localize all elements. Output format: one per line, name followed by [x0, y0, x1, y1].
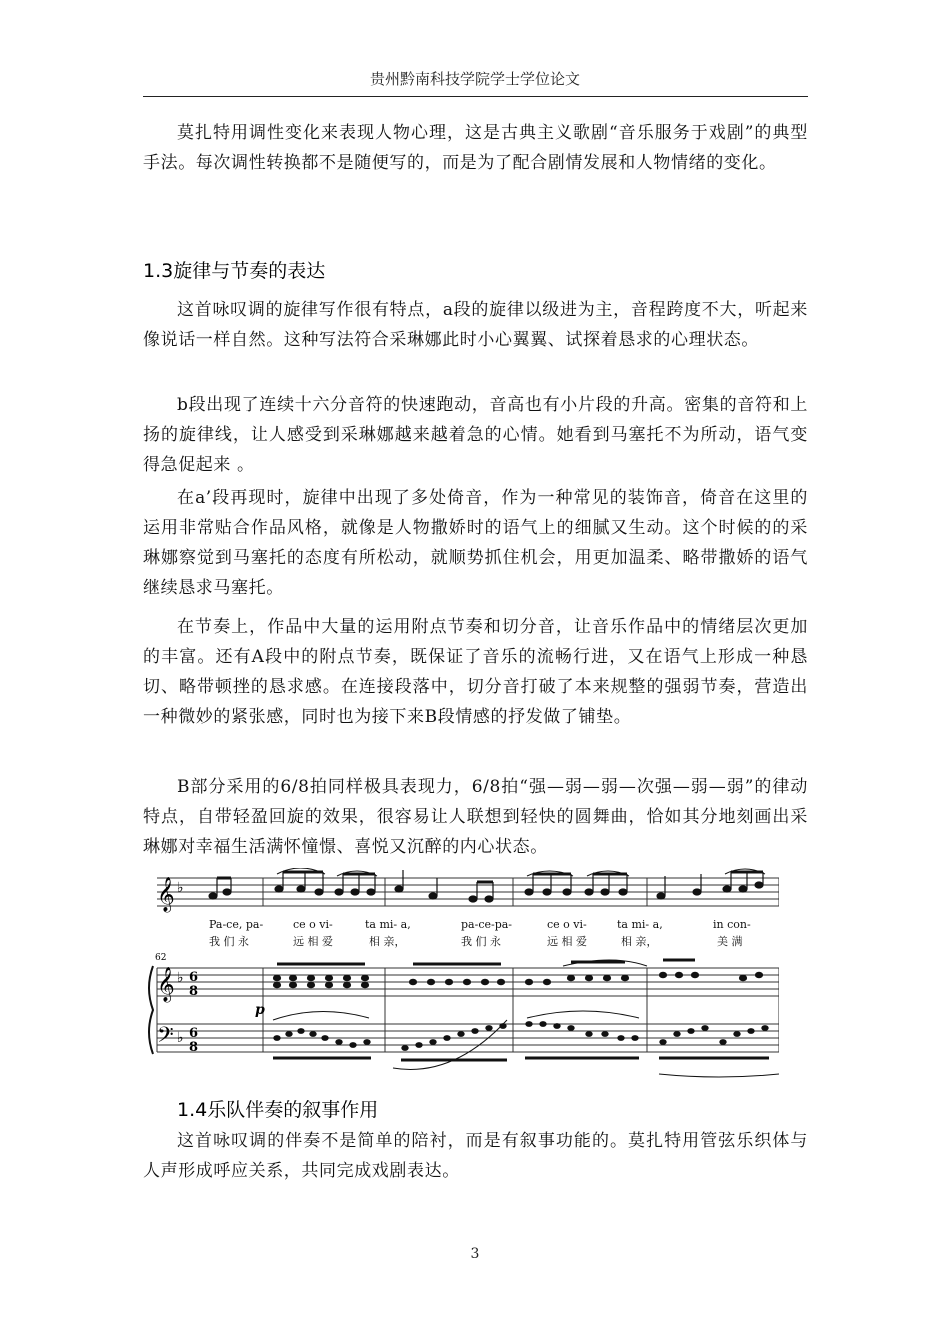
bass-flat-icon: ♭: [177, 1030, 184, 1046]
piano-brace-icon: [149, 966, 153, 1054]
lyric-zh-4: 我 们 永: [461, 935, 501, 948]
paragraph-melody-a: 这首咏叹调的旋律写作很有特点，a段的旋律以级进为主，音程跨度不大，听起来像说话一样自然。这种写法符合采琳娜此时小心翼翼、试探着恳求的心理状态。: [143, 300, 808, 350]
flat-key-signature-icon: ♭: [177, 880, 184, 896]
lyric-it-6: ta mi- a,: [617, 918, 663, 931]
running-header: 贵州黔南科技学院学士学位论文: [369, 70, 580, 88]
lyric-it-2: ce o vi-: [293, 918, 333, 931]
piano-treble-clef-icon: 𝄞: [157, 967, 175, 1002]
lyric-it-1: Pa-ce, pa-: [209, 918, 264, 931]
lyric-it-4: pa-ce-pa-: [461, 918, 513, 931]
lyric-zh-7: 美 满: [717, 935, 743, 948]
lyric-zh-2: 远 相 爱: [293, 935, 333, 948]
paragraph-six-eight: B部分采用的6/8拍同样极具表现力，6/8拍“强—弱—弱—次强—弱—弱”的律动特点，自带轻盈回旋的效果，很容易让人联想到轻快的圆舞曲，恰如其分地刻画出采琳娜对幸福生活满怀憧憬、喜悦又沉醉的内心状态。: [143, 777, 808, 857]
time-sig-top: 6: [189, 970, 199, 985]
paragraph-melody-b: b段出现了连续十六分音符的快速跑动，音高也有小片段的升高。密集的音符和上扬的旋律线，让人感受到采琳娜越来越着急的心情。她看到马塞托不为所动，语气变得急促起来 。: [143, 395, 808, 475]
vocal-notes: [209, 870, 763, 902]
chinese-lyrics: [209, 934, 743, 948]
piano-bass-notes: [273, 1022, 769, 1060]
lyric-it-3: ta mi- a,: [365, 918, 411, 931]
section-heading-1-3: 1.3旋律与节奏的表达: [143, 260, 326, 282]
page-number: 3: [470, 1246, 480, 1262]
lyric-zh-3: 相 亲，: [369, 935, 406, 948]
time-sig-bottom: 8: [189, 984, 199, 999]
treble-clef-icon: 𝄞: [157, 877, 175, 912]
italian-lyrics: [209, 918, 751, 931]
bass-time-sig-top: 6: [189, 1026, 199, 1041]
paragraph-rhythm: 在节奏上，作品中大量的运用附点节奏和切分音，让音乐作品中的情绪层次更加的丰富。还有A段中的附点节奏，既保证了音乐的流畅行进，又在语气上形成一种恳切、略带顿挫的恳求感。在连接段落中，切分音打破了本来规整的强弱节奏，营造出一种微妙的紧张感，同时也为接下来B段情感的抒发做了铺垫。: [143, 617, 808, 727]
lyric-zh-1: 我 们 永: [209, 935, 249, 948]
piano-flat-icon: ♭: [177, 970, 184, 986]
piano-treble-notes: [274, 960, 763, 988]
music-score-excerpt: [143, 868, 779, 1078]
dynamic-marking: p: [255, 1002, 265, 1018]
section-heading-1-4: 1.4乐队伴奏的叙事作用: [177, 1099, 379, 1121]
lyric-zh-6: 相 亲，: [621, 935, 658, 948]
header-rule: [143, 96, 808, 97]
bass-clef-icon: 𝄢: [157, 1023, 174, 1053]
vocal-staff: [157, 878, 779, 906]
lyric-it-5: ce o vi-: [547, 918, 587, 931]
lyric-zh-5: 远 相 爱: [547, 935, 587, 948]
lyric-it-7: in con-: [713, 918, 751, 931]
paragraph-tonality: 莫扎特用调性变化来表现人物心理，这是古典主义歌剧“音乐服务于戏剧”的典型手法。每次调性转换都不是随便写的，而是为了配合剧情发展和人物情绪的变化。: [143, 123, 808, 173]
bass-time-sig-bottom: 8: [189, 1040, 199, 1055]
paragraph-accompaniment: 这首咏叹调的伴奏不是简单的陪衬，而是有叙事功能的。莫扎特用管弦乐织体与人声形成呼应关系，共同完成戏剧表达。: [143, 1131, 808, 1181]
measure-number: 62: [155, 953, 167, 963]
paragraph-appoggiatura: 在a’段再现时，旋律中出现了多处倚音，作为一种常见的装饰音，倚音在这里的运用非常贴合作品风格，就像是人物撒娇时的语气上的细腻又生动。这个时候的的采琳娜察觉到马塞托的态度有所松动，就顺势抓住机会，用更加温柔、略带撒娇的语气继续恳求马塞托。: [143, 488, 808, 598]
